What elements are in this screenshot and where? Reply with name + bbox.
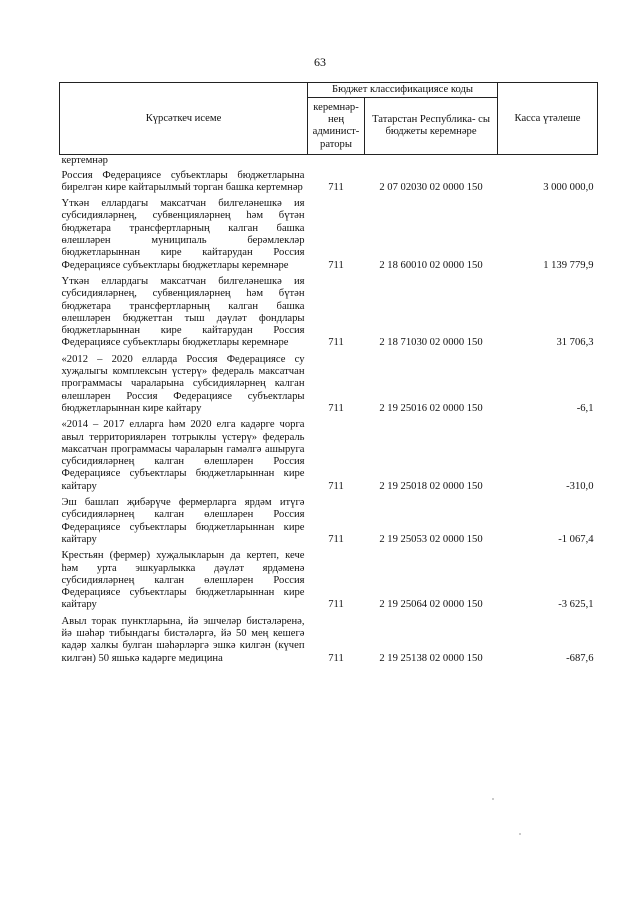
row-admin-code: 711 bbox=[328, 652, 344, 664]
row-classification-code: 2 19 25138 02 0000 150 bbox=[379, 652, 483, 664]
row-name: Россия Федерациясе субъектлары бюджетларына бирелгән кире кайтарылмый торган башка кертемнәр bbox=[61, 169, 305, 193]
row-classification-code: 2 18 60010 02 0000 150 bbox=[379, 259, 483, 271]
scan-speck bbox=[492, 798, 494, 800]
table-row bbox=[60, 616, 598, 669]
row-name: Үткән еллардагы максатчан билгеләнешкә ия субсидияләрнең, субвенцияләрнең һәм бүтән бюджетара трансфертларның калган башка өлешләрен бюджеттан тыш дәүләт фондлары бюджетларыннан кире кайтарудан Россия Федерациясе субъектлары бюджетлары керемнәре bbox=[61, 275, 305, 349]
row-name: кертемнәр bbox=[61, 155, 108, 167]
row-admin-code: 711 bbox=[328, 259, 344, 271]
row-classification-code: 2 19 25064 02 0000 150 bbox=[379, 599, 483, 611]
table-row-continued bbox=[60, 155, 598, 170]
row-admin-code: 711 bbox=[328, 402, 344, 414]
row-classification-code: 2 19 25053 02 0000 150 bbox=[379, 533, 483, 545]
row-amount: -687,6 bbox=[566, 652, 594, 664]
header-republic-budget-revenues: Татарстан Республика- сы бюджеты керемнәре bbox=[365, 98, 498, 155]
row-name: Крестьян (фермер) хуҗалыкларын да кертеп, кече һәм урта эшкуарлыкка дәүләт ярдәменә субсидияләрнең калган өлешләрен Россия Федерациясе субъектлары бюджетларыннан кире кайтару bbox=[61, 550, 305, 611]
row-admin-code: 711 bbox=[328, 181, 344, 193]
row-amount: -6,1 bbox=[576, 402, 594, 414]
table-row bbox=[60, 497, 598, 550]
scan-speck bbox=[519, 833, 521, 835]
table-row bbox=[60, 550, 598, 615]
row-name: Үткән еллардагы максатчан билгеләнешкә ия субсидияләрнең, субвенцияләрнең һәм бүтән бюджетара трансфертларның калган башка өлешләрен муниципаль берәмлекләр бюджетларыннан кире кайтарудан Россия Федерациясе субъектлары бюджетлары керемнәре bbox=[61, 198, 305, 271]
row-classification-code: 2 18 71030 02 0000 150 bbox=[379, 337, 483, 349]
table-row bbox=[60, 354, 598, 419]
row-classification-code: 2 07 02030 02 0000 150 bbox=[379, 181, 483, 193]
row-amount: 1 139 779,9 bbox=[543, 259, 594, 271]
row-amount: -1 067,4 bbox=[558, 533, 594, 545]
row-admin-code: 711 bbox=[328, 533, 344, 545]
row-admin-code: 711 bbox=[328, 480, 344, 492]
row-classification-code: 2 19 25018 02 0000 150 bbox=[379, 480, 483, 492]
row-amount: -3 625,1 bbox=[558, 599, 594, 611]
row-amount: 31 706,3 bbox=[556, 337, 594, 349]
table-row bbox=[60, 170, 598, 199]
row-classification-code: 2 19 25016 02 0000 150 bbox=[379, 402, 483, 414]
row-amount: 3 000 000,0 bbox=[543, 181, 594, 193]
row-name: «2014 – 2017 елларга һәм 2020 елга кадәрге чорга авыл территорияләрен тотрыклы үстерү» федераль максатчан программасы чараларын гамәлгә ашыруга субсидияләрнең калган өлешләрен Россия Федерациясе субъектлары бюджетларыннан кире кайтару bbox=[61, 419, 305, 492]
row-name: «2012 – 2020 елларда Россия Федерациясе су хуҗалыгы комплексын үстерү» федераль максатчан программасы чараларына субсидияләрнең калган өлешләрен Россия Федерациясе субъектлары бюджетларыннан кире кайтару bbox=[61, 353, 305, 414]
header-budget-codes: Бюджет классификациясе коды bbox=[308, 83, 498, 98]
header-indicator-name: Күрсәткеч исеме bbox=[60, 83, 308, 155]
row-admin-code: 711 bbox=[328, 337, 344, 349]
table-row bbox=[60, 198, 598, 276]
table-row bbox=[60, 276, 598, 354]
header-cash-execution: Касса үтәлеше bbox=[498, 83, 598, 155]
budget-table bbox=[59, 82, 598, 669]
row-name: Авыл торак пунктларына, йә эшчеләр бистәләренә, йә шәһәр тибындагы бистәләргә, йә 50 мең кешегә кадәр халкы булган шәһәрләргә эшкә килгән (күчеп килгән) 50 яшькә кадәрге медицина bbox=[61, 615, 305, 664]
row-name: Эш башлап җибәрүче фермерларга ярдәм итүгә субсидияләрнең калган өлешләрен Россия Федерациясе субъектлары бюджетларыннан кире кайтару bbox=[61, 497, 305, 545]
row-amount: -310,0 bbox=[566, 480, 594, 492]
header-revenue-administrators: керемнәр- нең админист- раторы bbox=[308, 98, 365, 155]
page-number: 63 bbox=[314, 55, 326, 69]
table-row bbox=[60, 419, 598, 497]
row-admin-code: 711 bbox=[328, 599, 344, 611]
